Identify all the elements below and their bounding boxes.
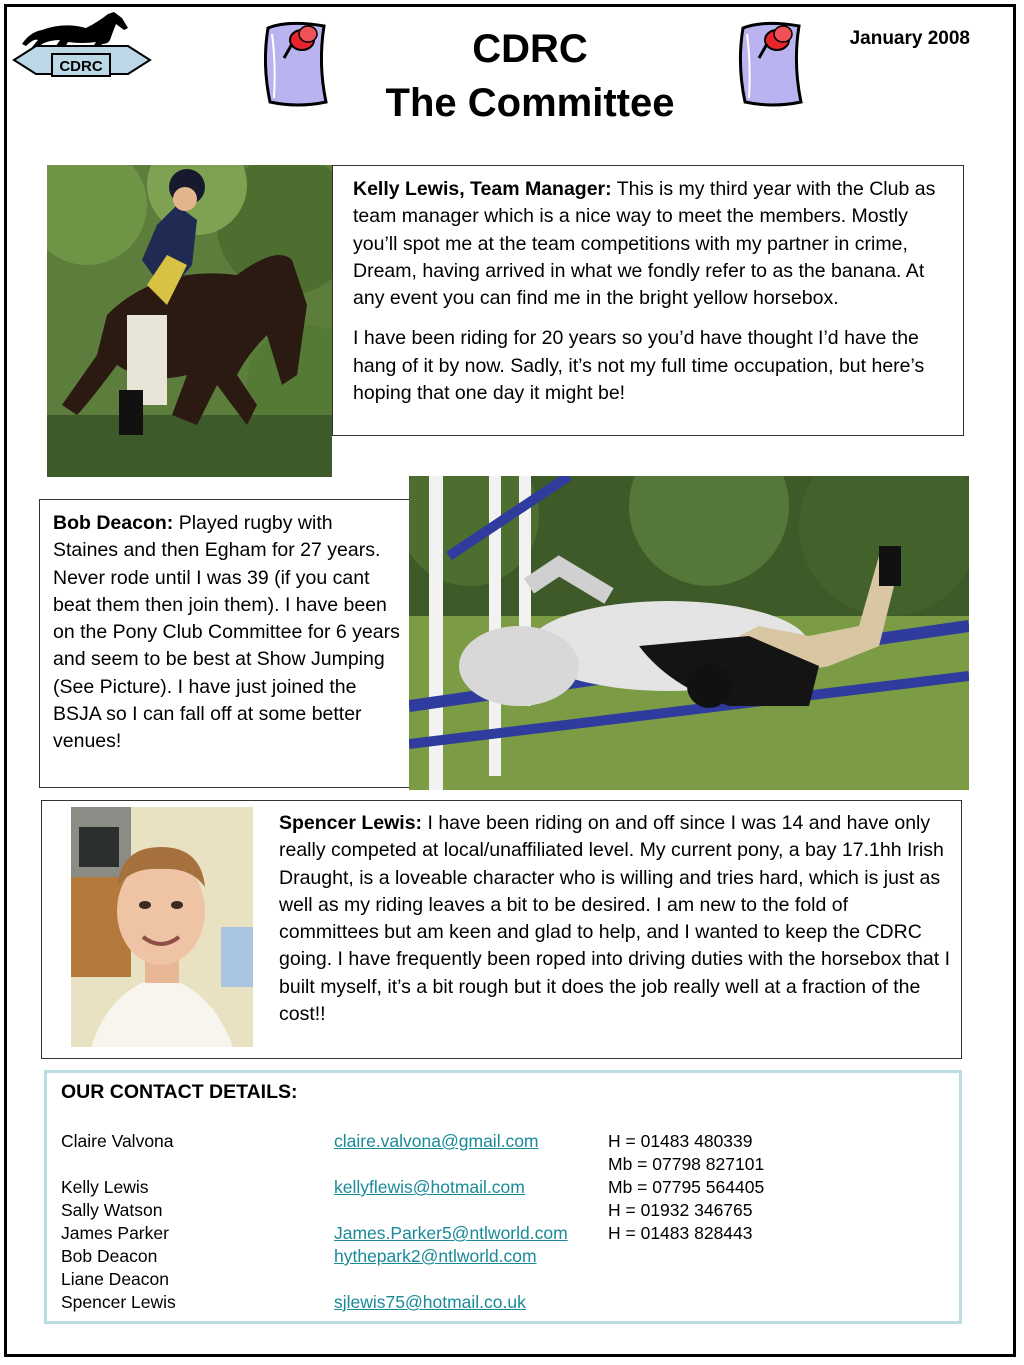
contact-row: [61, 1177, 951, 1200]
contact-name: Liane Deacon: [61, 1269, 169, 1289]
bio-text: This is my third year with the Club as team manager which is a nice way to meet the members. Mostly you’ll spot me at the team competitions with my partner in crime, Dream, having arrived in what we fondly refer to as the banana. At any event you can find me in the bright yellow horsebox.: [353, 178, 936, 310]
contact-name: Sally Watson: [61, 1200, 163, 1220]
contact-email-link[interactable]: claire.valvona@gmail.com: [334, 1131, 539, 1151]
spencer-lewis-bio: [41, 800, 962, 1059]
title-line-2: The Committee: [385, 81, 675, 125]
logo-text: CDRC: [59, 58, 103, 75]
bio-paragraph: [53, 510, 402, 756]
contact-phone: H = 01483 480339: [608, 1131, 753, 1151]
contact-heading: OUR CONTACT DETAILS:: [61, 1081, 298, 1103]
contact-row: [61, 1269, 951, 1292]
contact-name: Claire Valvona: [61, 1131, 174, 1151]
contact-row: [61, 1131, 951, 1154]
page-title: [330, 22, 730, 130]
kelly-lewis-photo: [47, 165, 332, 477]
contact-email-link[interactable]: hythepark2@ntlworld.com: [334, 1246, 537, 1266]
horse-logo-icon: [12, 8, 152, 84]
contact-name: Kelly Lewis: [61, 1177, 149, 1197]
contact-name: Bob Deacon: [61, 1246, 158, 1266]
bio-paragraph: [279, 810, 951, 1028]
bob-deacon-bio: [39, 499, 411, 788]
bio-name: Bob Deacon:: [53, 512, 174, 534]
contact-email-link[interactable]: James.Parker5@ntlworld.com: [334, 1223, 568, 1243]
contact-row: [61, 1246, 951, 1269]
kelly-lewis-bio: [332, 165, 964, 436]
bob-deacon-photo: [409, 476, 969, 790]
issue-date: January 2008: [849, 28, 970, 49]
bio-paragraph: I have been riding for 20 years so you’d have thought I’d have the hang of it by now. Sadly, it’s not my full time occupation, but here’s hoping that one day it might be!: [353, 327, 925, 405]
bio-text-block: [279, 810, 951, 1028]
contact-phone: Mb = 07795 564405: [608, 1177, 765, 1197]
bio-text: I have been riding on and off since I was 14 and have only really competed at local/unaffiliated level. My current pony, a bay 17.1hh Irish Draught, is a loveable character who is willing and tries hard, which is just as well as my riding leaves a bit to be desired. I am new to the fold of committees but am keen and glad to help, and I wanted to keep the CDRC going. I have frequently been roped into driving duties with the horsebox that I built myself, it’s a bit rough but it does the job really well at a fraction of the cost!!: [279, 812, 951, 1026]
bio-paragraph: [353, 176, 949, 312]
contact-phone: H = 01932 346765: [608, 1200, 753, 1220]
contact-row: [61, 1292, 951, 1315]
contact-details: [44, 1070, 962, 1324]
contact-email-link[interactable]: kellyflewis@hotmail.com: [334, 1177, 525, 1197]
bio-text: Played rugby with Staines and then Egham for 27 years. Never rode until I was 39 (if you cant beat them then join them). I have been on the Pony Club Committee for 6 years and seem to be best at Show Jumping (See Picture). I have just joined the BSJA so I can fall off at some better venues!: [53, 512, 400, 753]
spencer-lewis-photo: [71, 807, 253, 1047]
pinned-note-icon: [258, 14, 336, 114]
contact-phone: H = 01483 828443: [608, 1223, 753, 1243]
contact-email-link[interactable]: sjlewis75@hotmail.co.uk: [334, 1292, 526, 1312]
contact-name: Spencer Lewis: [61, 1292, 176, 1312]
contact-name: James Parker: [61, 1223, 169, 1243]
contact-phone: Mb = 07798 827101: [608, 1154, 765, 1174]
contact-row: [61, 1200, 951, 1223]
title-line-1: CDRC: [472, 27, 588, 71]
bio-name: Spencer Lewis:: [279, 812, 423, 834]
contact-row: [61, 1223, 951, 1246]
bio-name: Kelly Lewis, Team Manager:: [353, 178, 612, 200]
contact-row: [61, 1154, 951, 1177]
